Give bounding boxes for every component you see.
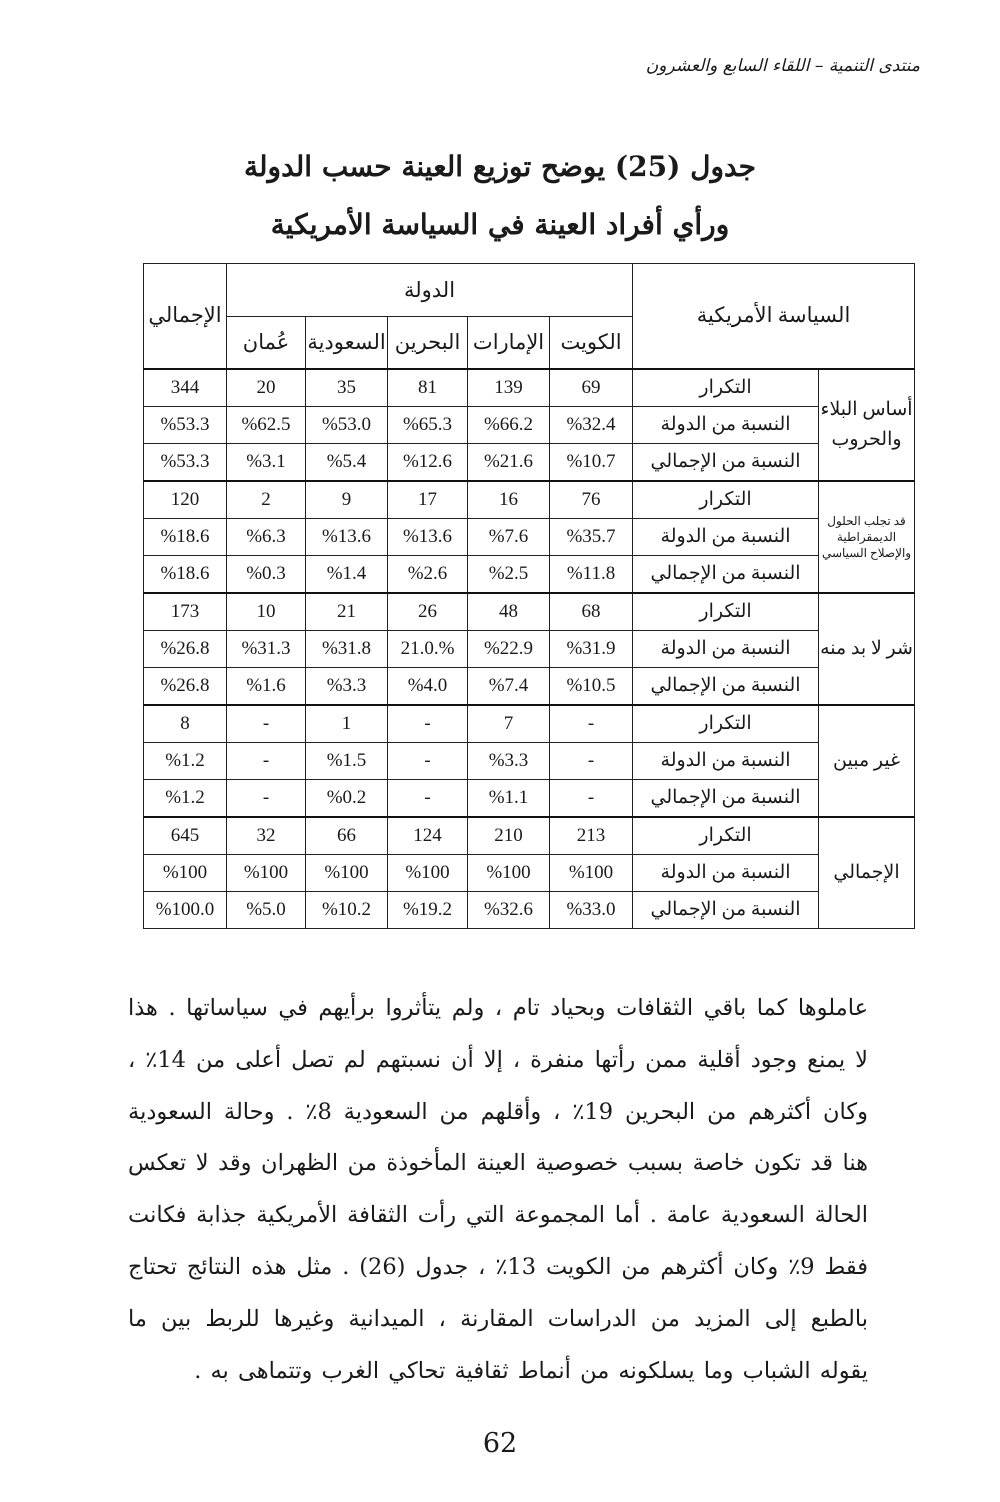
table-cell: - <box>388 742 468 779</box>
table-row <box>144 369 915 407</box>
table-cell: %31.3 <box>227 630 306 667</box>
table-row <box>144 443 915 481</box>
country-oman: عُمان <box>227 317 306 369</box>
total-cell: 645 <box>144 817 227 855</box>
table-cell: %3.3 <box>306 667 388 705</box>
table-row <box>144 705 915 743</box>
table-cell: %35.7 <box>550 518 633 555</box>
total-cell: %53.3 <box>144 406 227 443</box>
group-label: شر لا بد منه <box>819 593 915 705</box>
table-cell: %100 <box>306 854 388 891</box>
table-cell: 66 <box>306 817 388 855</box>
total-cell: %26.8 <box>144 630 227 667</box>
measure-label: النسبة من الدولة <box>633 406 819 443</box>
total-cell: %53.3 <box>144 443 227 481</box>
table-cell: %10.5 <box>550 667 633 705</box>
table-cell: %62.5 <box>227 406 306 443</box>
table-cell: %10.2 <box>306 891 388 928</box>
group-label: الإجمالي <box>819 817 915 929</box>
table-cell: %32.6 <box>468 891 550 928</box>
page-number: 62 <box>482 1428 518 1459</box>
table-cell: 76 <box>550 481 633 519</box>
country-saudi: السعودية <box>306 317 388 369</box>
measure-label: النسبة من الإجمالي <box>633 891 819 928</box>
table-cell: 213 <box>550 817 633 855</box>
table-cell: %5.4 <box>306 443 388 481</box>
table-row <box>144 817 915 855</box>
table-cell: %1.1 <box>468 779 550 817</box>
table-cell: 21 <box>306 593 388 631</box>
table-cell: %12.6 <box>388 443 468 481</box>
table-cell: - <box>550 779 633 817</box>
table-cell: %66.2 <box>468 406 550 443</box>
table-cell: - <box>388 779 468 817</box>
table-cell: %32.4 <box>550 406 633 443</box>
table-row <box>144 481 915 519</box>
policy-header: السياسة الأمريكية <box>633 264 915 369</box>
total-cell: 344 <box>144 369 227 407</box>
measure-label: التكرار <box>633 705 819 743</box>
table-cell: %4.0 <box>388 667 468 705</box>
table-cell: %0.3 <box>227 555 306 593</box>
table-cell: %7.4 <box>468 667 550 705</box>
table-cell: %65.3 <box>388 406 468 443</box>
table-cell: %0.2 <box>306 779 388 817</box>
country-header: الدولة <box>227 264 633 317</box>
table-row <box>144 667 915 705</box>
table-cell: 35 <box>306 369 388 407</box>
table-cell: %1.5 <box>306 742 388 779</box>
table-cell: %21.6 <box>468 443 550 481</box>
table-cell: %100 <box>468 854 550 891</box>
measure-label: النسبة من الإجمالي <box>633 779 819 817</box>
table-row <box>144 555 915 593</box>
table-cell: %.21.0 <box>388 630 468 667</box>
total-cell: %100 <box>144 854 227 891</box>
table-cell: %6.3 <box>227 518 306 555</box>
table-cell: 9 <box>306 481 388 519</box>
table-cell: %1.4 <box>306 555 388 593</box>
table-cell: 124 <box>388 817 468 855</box>
group-label: أساس البلاء والحروب <box>819 369 915 481</box>
table-cell: - <box>227 705 306 743</box>
measure-label: النسبة من الإجمالي <box>633 667 819 705</box>
table-cell: 210 <box>468 817 550 855</box>
table-row <box>144 742 915 779</box>
table-cell: %13.6 <box>388 518 468 555</box>
country-bahrain: البحرين <box>388 317 468 369</box>
table-cell: 16 <box>468 481 550 519</box>
table-cell: %19.2 <box>388 891 468 928</box>
total-cell: %100.0 <box>144 891 227 928</box>
measure-label: النسبة من الإجمالي <box>633 443 819 481</box>
total-cell: 173 <box>144 593 227 631</box>
total-cell: 120 <box>144 481 227 519</box>
caption-line-2: ورأي أفراد العينة في السياسة الأمريكية <box>270 208 730 241</box>
country-uae: الإمارات <box>468 317 550 369</box>
table-cell: - <box>227 742 306 779</box>
table-cell: %1.6 <box>227 667 306 705</box>
table-cell: %7.6 <box>468 518 550 555</box>
total-cell: 8 <box>144 705 227 743</box>
table-row <box>144 518 915 555</box>
running-header: منتدى التنمية – اللقاء السابع والعشرون <box>645 56 920 76</box>
table-cell: %31.8 <box>306 630 388 667</box>
table-caption <box>150 138 850 254</box>
table-cell: 69 <box>550 369 633 407</box>
country-kuwait: الكويت <box>550 317 633 369</box>
body-paragraph: عاملوها كما باقي الثقافات وبحياد تام ، ولم يتأثروا برأيهم في سياساتها . هذا لا يمنع وجود أقلية ممن رأتها منفرة ، إلا أن نسبتهم لم تصل أعلى من 14٪ ، وكان أكثرهم من البحرين 19٪ ، وأقلهم من السعودية 8٪ . وحالة السعودية هنا قد تكون خاصة بسبب خصوصية العينة المأخوذة من الظهران وقد لا تعكس الحالة السعودية عامة . أما المجموعة التي رأت الثقافة الأمريكية جذابة فكانت فقط 9٪ وكان أكثرهم من الكويت 13٪ ، جدول (26) . مثل هذه النتائج تحتاج بالطبع إلى المزيد من الدراسات المقارنة ، الميدانية وغيرها للربط بين ما يقوله الشباب وما يسلكونه من أنماط ثقافية تحاكي الغرب وتتماهى به . <box>128 995 868 1384</box>
table-cell: %3.3 <box>468 742 550 779</box>
table-cell: 17 <box>388 481 468 519</box>
caption-line-1: جدول (25) يوضح توزيع العينة حسب الدولة <box>244 150 756 183</box>
measure-label: النسبة من الدولة <box>633 742 819 779</box>
table-row <box>144 630 915 667</box>
table-cell: %2.6 <box>388 555 468 593</box>
total-header: الإجمالي <box>144 264 227 369</box>
measure-label: التكرار <box>633 369 819 407</box>
measure-label: النسبة من الدولة <box>633 630 819 667</box>
total-cell: %1.2 <box>144 742 227 779</box>
table-cell: %2.5 <box>468 555 550 593</box>
measure-label: التكرار <box>633 817 819 855</box>
table-row <box>144 854 915 891</box>
table-row <box>144 593 915 631</box>
table-cell: %13.6 <box>306 518 388 555</box>
table-cell: 10 <box>227 593 306 631</box>
table-cell: %100 <box>227 854 306 891</box>
table-cell: %31.9 <box>550 630 633 667</box>
table-cell: - <box>550 742 633 779</box>
table-cell: %5.0 <box>227 891 306 928</box>
total-cell: %26.8 <box>144 667 227 705</box>
table-row <box>144 406 915 443</box>
table-row <box>144 891 915 928</box>
table-cell: 2 <box>227 481 306 519</box>
total-cell: %1.2 <box>144 779 227 817</box>
table-cell: 26 <box>388 593 468 631</box>
table-cell: %100 <box>388 854 468 891</box>
measure-label: التكرار <box>633 481 819 519</box>
table-cell: %33.0 <box>550 891 633 928</box>
table-cell: %53.0 <box>306 406 388 443</box>
table-cell: 20 <box>227 369 306 407</box>
table-cell: 7 <box>468 705 550 743</box>
table-cell: - <box>388 705 468 743</box>
measure-label: النسبة من الدولة <box>633 518 819 555</box>
table-cell: 1 <box>306 705 388 743</box>
group-label: غير مبين <box>819 705 915 817</box>
table-cell: %22.9 <box>468 630 550 667</box>
data-table <box>143 263 915 929</box>
table-cell: - <box>227 779 306 817</box>
table-cell: %11.8 <box>550 555 633 593</box>
measure-label: التكرار <box>633 593 819 631</box>
table-row <box>144 779 915 817</box>
table-cell: 81 <box>388 369 468 407</box>
group-label: قد تجلب الحلول الديمقراطية والإصلاح السياسي <box>819 481 915 593</box>
table-cell: 48 <box>468 593 550 631</box>
measure-label: النسبة من الدولة <box>633 854 819 891</box>
measure-label: النسبة من الإجمالي <box>633 555 819 593</box>
total-cell: %18.6 <box>144 555 227 593</box>
table-cell: %10.7 <box>550 443 633 481</box>
table-cell: %3.1 <box>227 443 306 481</box>
table-cell: %100 <box>550 854 633 891</box>
table-cell: 32 <box>227 817 306 855</box>
table-cell: 68 <box>550 593 633 631</box>
table-cell: 139 <box>468 369 550 407</box>
total-cell: %18.6 <box>144 518 227 555</box>
table-cell: - <box>550 705 633 743</box>
